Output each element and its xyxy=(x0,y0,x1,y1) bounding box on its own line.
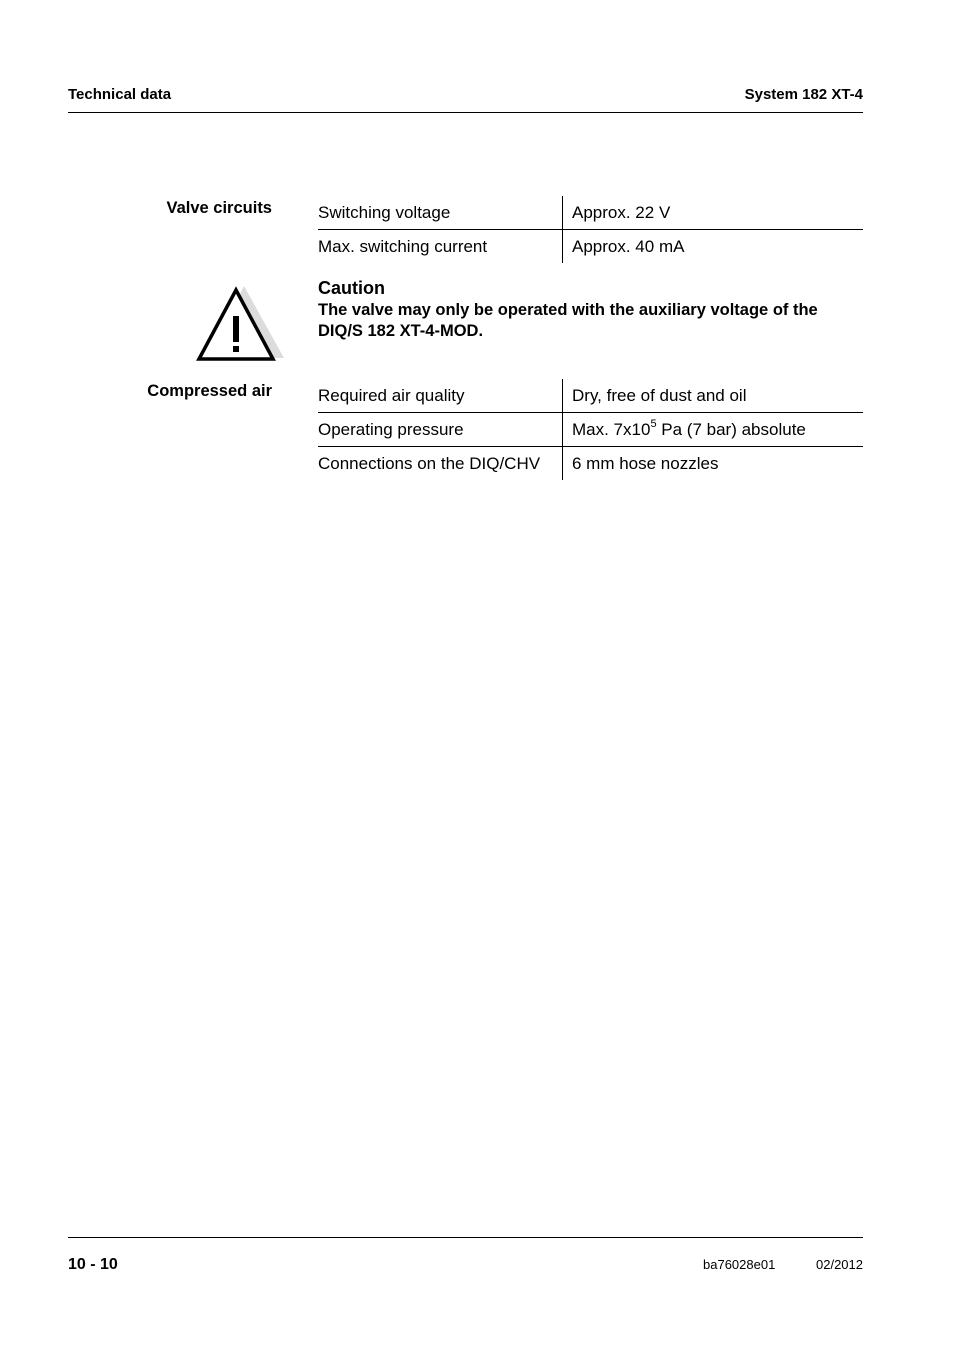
table-cell-key: Connections on the DIQ/CHV xyxy=(318,447,563,481)
pressure-mantissa: Max. 7x10 xyxy=(572,419,651,439)
header-rule xyxy=(68,112,863,113)
table-row xyxy=(318,230,863,264)
valve-circuits-label: Valve circuits xyxy=(166,199,272,217)
compressed-air-table xyxy=(318,379,863,480)
page-number: 10 - 10 xyxy=(68,1256,118,1273)
document-date: 02/2012 xyxy=(816,1257,863,1272)
valve-circuits-table xyxy=(318,196,863,263)
pressure-exponent: 5 xyxy=(650,417,657,430)
caution-text: The valve may only be operated with the auxiliary voltage of the DIQ/S 182 XT-4-MOD. xyxy=(318,301,818,340)
table-row xyxy=(318,379,863,413)
header-section-title: Technical data xyxy=(68,86,172,103)
document-id: ba76028e01 xyxy=(703,1257,776,1272)
table-row xyxy=(318,413,863,447)
pressure-unit: Pa (7 bar) absolute xyxy=(656,419,806,439)
table-cell-value: 6 mm hose nozzles xyxy=(563,447,864,481)
table-cell-value: Approx. 22 V xyxy=(572,202,671,222)
footer-rule xyxy=(68,1237,863,1238)
table-cell-key: Required air quality xyxy=(318,379,563,413)
compressed-air-label: Compressed air xyxy=(147,382,272,400)
table-cell-value: Dry, free of dust and oil xyxy=(572,385,747,405)
warning-triangle-icon xyxy=(196,284,286,364)
header-product-name: System 182 XT-4 xyxy=(744,86,863,103)
table-row xyxy=(318,196,863,230)
table-cell-value xyxy=(563,413,864,447)
table-row xyxy=(318,447,863,481)
table-cell-value: Approx. 40 mA xyxy=(563,230,864,264)
caution-title: Caution xyxy=(318,278,385,298)
table-cell-key: Max. switching current xyxy=(318,230,563,264)
table-cell-key: Switching voltage xyxy=(318,196,563,230)
table-cell-key: Operating pressure xyxy=(318,413,563,447)
